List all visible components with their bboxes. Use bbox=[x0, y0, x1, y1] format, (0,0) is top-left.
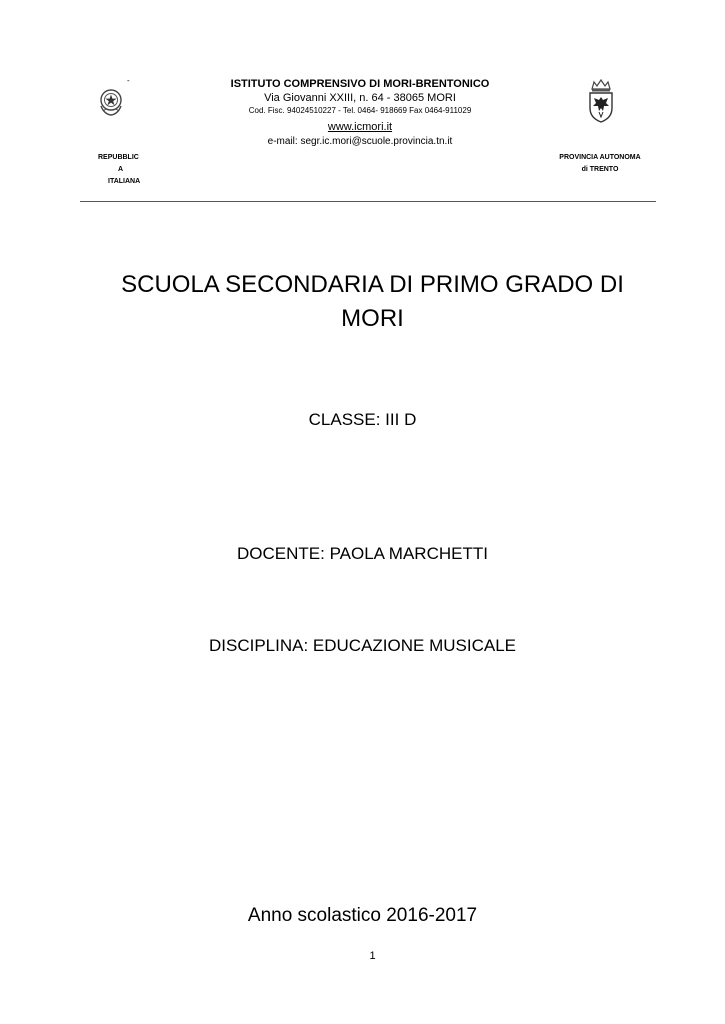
italian-republic-emblem-icon bbox=[98, 86, 124, 118]
document-title: SCUOLA SECONDARIA DI PRIMO GRADO DI MORI bbox=[121, 271, 624, 332]
institute-address: Via Giovanni XXIII, n. 64 - 38065 MORI bbox=[264, 92, 456, 104]
teacher-field: DOCENTE: PAOLA MARCHETTI bbox=[237, 544, 488, 563]
institute-header bbox=[160, 77, 560, 149]
school-year: Anno scolastico 2016-2017 bbox=[247, 905, 478, 926]
institute-email: e-mail: segr.ic.mori@scuole.provincia.tn.it bbox=[267, 136, 453, 147]
trento-coat-of-arms-icon bbox=[587, 78, 615, 124]
province-label-line: PROVINCIA AUTONOMA bbox=[559, 154, 641, 161]
republic-label-line: REPUBBLIC bbox=[98, 154, 139, 161]
page-number: 1 bbox=[369, 950, 376, 962]
header-mark: - bbox=[127, 76, 130, 85]
institute-website-link[interactable]: www.icmori.it bbox=[327, 121, 393, 133]
republic-label-line: ITALIANA bbox=[108, 178, 141, 185]
header-divider bbox=[80, 201, 656, 202]
republic-label bbox=[98, 152, 158, 188]
republic-label-line: A bbox=[118, 166, 124, 173]
subject-field: DISCIPLINA: EDUCAZIONE MUSICALE bbox=[208, 636, 516, 655]
class-field: CLASSE: III D bbox=[308, 410, 417, 429]
province-label bbox=[540, 152, 660, 176]
province-label-line: di TRENTO bbox=[581, 166, 619, 173]
institute-name: ISTITUTO COMPRENSIVO DI MORI-BRENTONICO bbox=[230, 78, 490, 90]
institute-codes: Cod. Fisc. 94024510227 - Tel. 0464- 918669 Fax 0464-911029 bbox=[248, 106, 472, 115]
